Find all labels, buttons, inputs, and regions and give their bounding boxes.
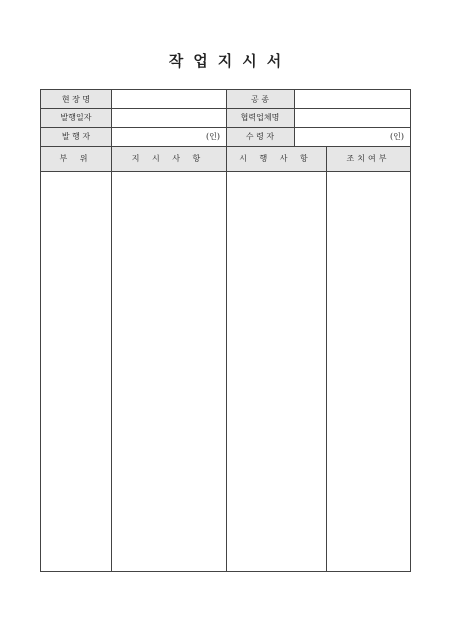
col-header-part: 부 위 <box>41 146 111 171</box>
document-title: 작업지시서 <box>168 52 292 70</box>
partner-label: 협력업체명 <box>226 108 294 127</box>
column-divider <box>326 146 327 571</box>
execution-column-body[interactable] <box>226 171 326 571</box>
trade-field[interactable] <box>294 90 410 108</box>
work-order-form <box>40 89 411 572</box>
receiver-label: 수 령 자 <box>226 127 294 146</box>
part-column-body[interactable] <box>41 171 111 571</box>
instructions-column-body[interactable] <box>111 171 226 571</box>
issue-date-field[interactable] <box>111 108 226 127</box>
issuer-seal[interactable]: (인) <box>206 132 220 141</box>
column-divider <box>111 90 112 571</box>
col-header-instructions: 지 시 사 항 <box>111 146 226 171</box>
issue-date-label: 발행일자 <box>41 108 111 127</box>
partner-field[interactable] <box>294 108 410 127</box>
site-name-label: 현 장 명 <box>41 90 111 108</box>
receiver-seal[interactable]: (인) <box>390 132 404 141</box>
site-name-field[interactable] <box>111 90 226 108</box>
col-header-execution: 시 행 사 항 <box>226 146 326 171</box>
action-status-column-body[interactable] <box>326 171 410 571</box>
col-header-action-status: 조치여부 <box>326 146 410 171</box>
column-divider <box>226 90 227 571</box>
issuer-label: 발 행 자 <box>41 127 111 146</box>
trade-label: 공 종 <box>226 90 294 108</box>
column-divider <box>294 90 295 146</box>
